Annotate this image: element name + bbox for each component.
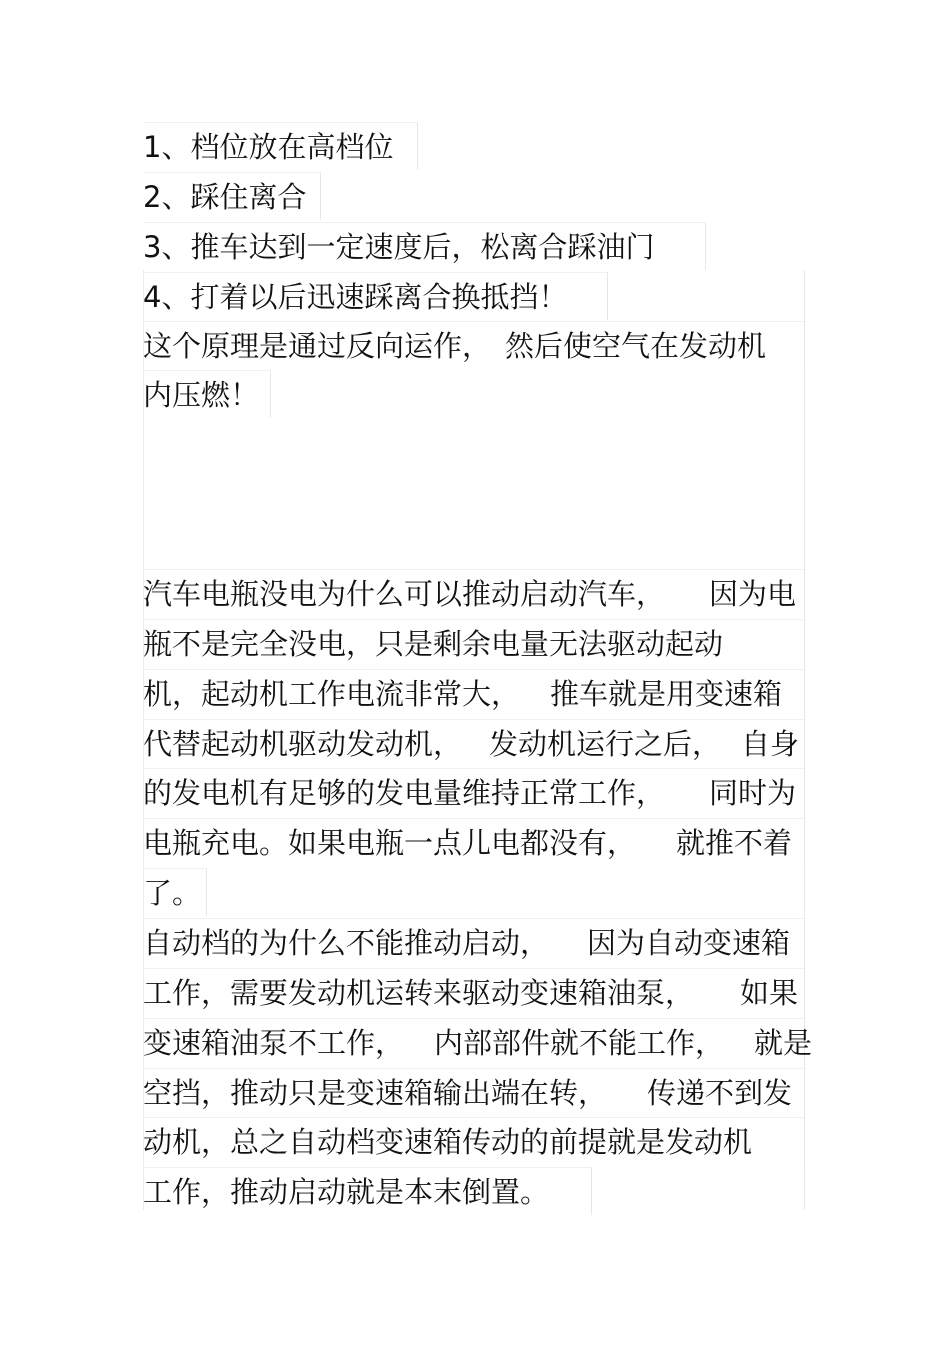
step-3: 3、推车达到一定速度后，松离合踩油门 [143, 222, 706, 270]
battery-line-3a: 机，起动机工作电流非常大， [143, 677, 521, 711]
automatic-line-3 [143, 1018, 813, 1066]
automatic-line-3a: 变速箱油泵不工作， [143, 1026, 405, 1060]
automatic-line-4b: 传递不到发 [647, 1076, 793, 1110]
automatic-line-2a: 工作，需要发动机运转来驱动变速箱油泵， [143, 976, 695, 1010]
battery-line-6 [143, 818, 805, 866]
step-2: 2、踩住离合 [143, 172, 321, 220]
automatic-line-1b: 因为自动变速箱 [587, 926, 791, 960]
battery-line-1 [143, 569, 805, 617]
automatic-line-4 [143, 1068, 805, 1116]
battery-line-2: 瓶不是完全没电，只是剩余电量无法驱动起动 [143, 619, 805, 667]
automatic-line-4a: 空挡，推动只是变速箱输出端在转， [143, 1076, 608, 1110]
automatic-line-3c: 就是 [754, 1026, 813, 1060]
battery-line-4a: 代替起动机驱动发动机， [143, 727, 463, 761]
battery-line-4 [143, 719, 805, 767]
battery-line-3 [143, 669, 805, 717]
automatic-line-1a: 自动档的为什么不能推动启动， [143, 926, 550, 960]
principle-line-2: 内压燃！ [143, 370, 271, 418]
principle-line-1 [143, 321, 805, 369]
battery-line-1a: 汽车电瓶没电为什么可以推动启动汽车， [143, 577, 666, 611]
automatic-line-3b: 内部部件就不能工作， [434, 1026, 725, 1060]
battery-line-4c: 自身 [741, 727, 800, 761]
battery-line-5a: 的发电机有足够的发电量维持正常工作， [143, 776, 666, 810]
battery-line-7: 了。 [143, 868, 207, 916]
battery-line-4b: 发动机运行之后， [489, 727, 722, 761]
automatic-line-6: 工作，推动启动就是本末倒置。 [143, 1167, 592, 1215]
step-4: 4、打着以后迅速踩离合换抵挡！ [143, 272, 608, 320]
automatic-line-2b: 如果 [740, 976, 799, 1010]
step-1: 1、档位放在高档位 [143, 122, 418, 170]
battery-line-3b: 推车就是用变速箱 [550, 677, 783, 711]
battery-line-6a: 电瓶充电。如果电瓶一点儿电都没有， [143, 826, 637, 860]
battery-line-5 [143, 768, 805, 816]
battery-line-1b: 因为电 [709, 577, 797, 611]
automatic-line-1 [143, 918, 805, 966]
principle-line-1a: 这个原理是通过反向运作， [143, 329, 492, 363]
principle-line-1b: 然后使空气在发动机 [505, 329, 767, 363]
battery-line-6b: 就推不着 [676, 826, 793, 860]
automatic-line-2 [143, 968, 805, 1016]
battery-line-5b: 同时为 [709, 776, 797, 810]
automatic-line-5: 动机，总之自动档变速箱传动的前提就是发动机 [143, 1117, 805, 1165]
